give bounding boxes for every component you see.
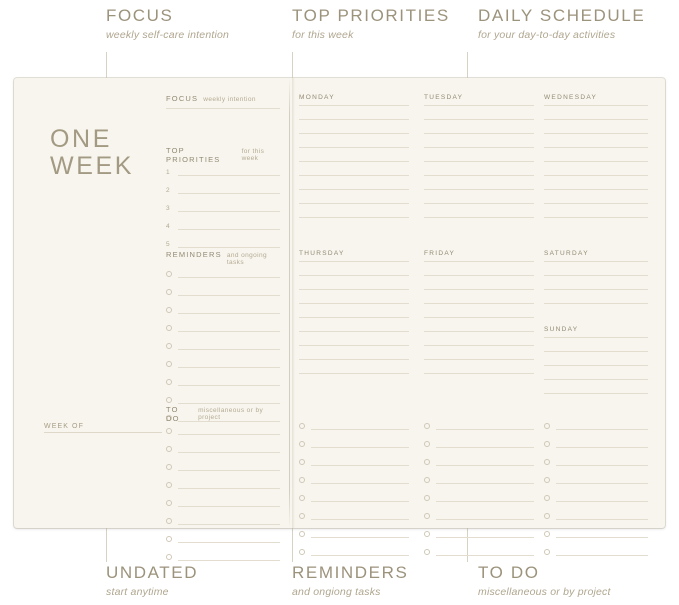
top-priority-number: 2	[166, 187, 170, 194]
callout-to-do-title: TO DO	[478, 563, 540, 582]
day-column-thursday	[299, 250, 409, 387]
day-writing-line[interactable]	[544, 261, 648, 262]
focus-heading	[166, 94, 280, 103]
day-writing-line[interactable]	[299, 359, 409, 360]
to-do-column-3	[544, 423, 648, 567]
top-priority-writing-line[interactable]	[178, 229, 280, 230]
day-writing-line[interactable]	[424, 217, 534, 218]
checkbox-circle-icon[interactable]	[544, 549, 550, 555]
day-writing-line[interactable]	[299, 119, 409, 120]
day-writing-line[interactable]	[544, 189, 648, 190]
to-do-row[interactable]	[166, 482, 280, 489]
callout-top-priorities-title: TOP PRIORITIES	[292, 6, 450, 25]
checkbox-circle-icon[interactable]	[424, 531, 430, 537]
top-priority-number: 1	[166, 169, 170, 176]
day-writing-line[interactable]	[544, 393, 648, 394]
callout-to-do-subtitle: miscellaneous or by project	[478, 586, 611, 598]
checkbox-circle-icon[interactable]	[544, 531, 550, 537]
to-do-row[interactable]	[166, 500, 280, 507]
to-do-row[interactable]	[166, 554, 280, 561]
reminder-row[interactable]	[166, 361, 280, 368]
page-title-line1: ONE	[50, 125, 112, 153]
reminder-row[interactable]	[166, 307, 280, 314]
callout-top-priorities	[292, 6, 450, 42]
day-writing-line[interactable]	[424, 289, 534, 290]
checkbox-circle-icon[interactable]	[166, 554, 172, 560]
day-label-saturday: SATURDAY	[544, 250, 589, 257]
day-writing-line[interactable]	[424, 373, 534, 374]
day-writing-line[interactable]	[299, 261, 409, 262]
writing-line[interactable]	[311, 465, 409, 466]
reminder-row[interactable]	[166, 397, 280, 404]
to-do-row[interactable]	[424, 477, 534, 484]
callout-daily-schedule	[478, 6, 645, 42]
writing-line[interactable]	[436, 429, 534, 430]
checkbox-circle-icon[interactable]	[299, 549, 305, 555]
writing-line[interactable]	[556, 501, 648, 502]
top-priority-writing-line[interactable]	[178, 247, 280, 248]
focus-writing-line[interactable]	[166, 108, 280, 109]
to-do-row[interactable]	[544, 477, 648, 484]
to-do-row[interactable]	[544, 531, 648, 538]
reminders-heading	[166, 250, 280, 266]
checkbox-circle-icon[interactable]	[544, 477, 550, 483]
day-writing-line[interactable]	[299, 105, 409, 106]
to-do-row[interactable]	[299, 423, 409, 430]
callout-reminders	[292, 563, 408, 599]
callout-reminders-title: REMINDERS	[292, 563, 409, 582]
day-writing-line[interactable]	[544, 175, 648, 176]
top-priority-writing-line[interactable]	[178, 211, 280, 212]
day-writing-line[interactable]	[299, 373, 409, 374]
day-writing-line[interactable]	[299, 203, 409, 204]
to-do-row[interactable]	[424, 495, 534, 502]
writing-line[interactable]	[436, 555, 534, 556]
to-do-row[interactable]	[299, 513, 409, 520]
writing-line[interactable]	[178, 277, 280, 278]
writing-line[interactable]	[556, 555, 648, 556]
day-writing-line[interactable]	[544, 303, 648, 304]
checkbox-circle-icon[interactable]	[544, 513, 550, 519]
day-writing-line[interactable]	[544, 351, 648, 352]
week-of-label: WEEK OF	[44, 423, 84, 430]
page-title-line2: WEEK	[50, 152, 135, 180]
writing-line[interactable]	[556, 429, 648, 430]
checkbox-circle-icon[interactable]	[299, 423, 305, 429]
writing-line[interactable]	[311, 483, 409, 484]
writing-line[interactable]	[311, 519, 409, 520]
to-do-row[interactable]	[424, 513, 534, 520]
to-do-row[interactable]	[424, 441, 534, 448]
page-title	[50, 126, 134, 180]
to-do-row[interactable]	[544, 423, 648, 430]
week-of-writing-line	[44, 432, 162, 433]
day-writing-line[interactable]	[424, 189, 534, 190]
writing-line[interactable]	[311, 501, 409, 502]
to-do-row[interactable]	[166, 428, 280, 435]
top-priority-number: 3	[166, 205, 170, 212]
checkbox-circle-icon[interactable]	[424, 477, 430, 483]
to-do-heading-label: TO DO	[166, 405, 180, 423]
writing-line[interactable]	[178, 452, 280, 453]
day-column-saturday	[544, 250, 648, 317]
to-do-row[interactable]	[166, 464, 280, 471]
top-priority-writing-line[interactable]	[178, 175, 280, 176]
day-writing-line[interactable]	[424, 161, 534, 162]
day-writing-line[interactable]	[299, 189, 409, 190]
day-writing-line[interactable]	[299, 275, 409, 276]
day-label-wednesday: WEDNESDAY	[544, 94, 598, 101]
to-do-row[interactable]	[299, 531, 409, 538]
to-do-heading	[166, 405, 280, 423]
writing-line[interactable]	[556, 519, 648, 520]
day-label-tuesday: TUESDAY	[424, 94, 464, 101]
top-priorities-heading	[166, 146, 280, 164]
reminders-heading-label: REMINDERS	[166, 250, 222, 259]
checkbox-circle-icon[interactable]	[299, 477, 305, 483]
checkbox-circle-icon[interactable]	[166, 518, 172, 524]
callout-undated-subtitle: start anytime	[106, 586, 169, 598]
checkbox-circle-icon[interactable]	[544, 459, 550, 465]
planner-page	[14, 78, 665, 528]
reminder-row[interactable]	[166, 325, 280, 332]
day-writing-line[interactable]	[299, 133, 409, 134]
day-writing-line[interactable]	[299, 331, 409, 332]
day-writing-line[interactable]	[424, 345, 534, 346]
day-writing-line[interactable]	[544, 161, 648, 162]
to-do-row[interactable]	[299, 441, 409, 448]
writing-line[interactable]	[436, 483, 534, 484]
checkbox-circle-icon[interactable]	[299, 513, 305, 519]
day-writing-line[interactable]	[299, 147, 409, 148]
writing-line[interactable]	[556, 537, 648, 538]
to-do-row[interactable]	[424, 423, 534, 430]
checkbox-circle-icon[interactable]	[299, 531, 305, 537]
checkbox-circle-icon[interactable]	[166, 500, 172, 506]
checkbox-circle-icon[interactable]	[424, 513, 430, 519]
to-do-row[interactable]	[299, 495, 409, 502]
day-writing-line[interactable]	[299, 345, 409, 346]
checkbox-circle-icon[interactable]	[299, 495, 305, 501]
checkbox-circle-icon[interactable]	[166, 379, 172, 385]
writing-line[interactable]	[178, 434, 280, 435]
checkbox-circle-icon[interactable]	[544, 441, 550, 447]
day-writing-line[interactable]	[424, 303, 534, 304]
checkbox-circle-icon[interactable]	[166, 446, 172, 452]
callout-focus-subtitle: weekly self-care intention	[106, 29, 230, 41]
to-do-row[interactable]	[166, 446, 280, 453]
checkbox-circle-icon[interactable]	[166, 307, 172, 313]
checkbox-circle-icon[interactable]	[166, 428, 172, 434]
reminder-row[interactable]	[166, 289, 280, 296]
checkbox-circle-icon[interactable]	[166, 343, 172, 349]
to-do-section	[166, 405, 280, 572]
callout-reminders-subtitle: and ongiong tasks	[292, 586, 381, 598]
writing-line[interactable]	[178, 367, 280, 368]
day-writing-line[interactable]	[299, 161, 409, 162]
writing-line[interactable]	[178, 488, 280, 489]
day-writing-line[interactable]	[544, 105, 648, 106]
page-spine-shadow	[292, 78, 295, 528]
to-do-row[interactable]	[544, 549, 648, 556]
writing-line[interactable]	[556, 447, 648, 448]
to-do-row[interactable]	[424, 459, 534, 466]
to-do-row[interactable]	[299, 549, 409, 556]
to-do-row[interactable]	[299, 477, 409, 484]
to-do-row[interactable]	[544, 495, 648, 502]
writing-line[interactable]	[556, 465, 648, 466]
week-of-field[interactable]	[44, 423, 164, 433]
top-priority-row[interactable]	[166, 205, 280, 212]
checkbox-circle-icon[interactable]	[424, 495, 430, 501]
checkbox-circle-icon[interactable]	[424, 549, 430, 555]
day-column-tuesday	[424, 94, 534, 231]
day-writing-line[interactable]	[299, 317, 409, 318]
checkbox-circle-icon[interactable]	[424, 459, 430, 465]
day-column-friday	[424, 250, 534, 387]
writing-line[interactable]	[178, 560, 280, 561]
focus-heading-label: FOCUS	[166, 94, 199, 103]
day-writing-line[interactable]	[544, 147, 648, 148]
top-priority-number: 4	[166, 223, 170, 230]
writing-line[interactable]	[178, 295, 280, 296]
writing-line[interactable]	[311, 429, 409, 430]
day-writing-line[interactable]	[424, 261, 534, 262]
top-priorities-heading-sub: for this week	[241, 148, 265, 162]
to-do-row[interactable]	[166, 518, 280, 525]
writing-line[interactable]	[178, 470, 280, 471]
writing-line[interactable]	[178, 506, 280, 507]
day-writing-line[interactable]	[424, 133, 534, 134]
reminders-heading-sub: and ongoing tasks	[226, 252, 267, 266]
day-writing-line[interactable]	[299, 217, 409, 218]
page-spine	[289, 78, 290, 528]
writing-line[interactable]	[178, 524, 280, 525]
writing-line[interactable]	[436, 447, 534, 448]
to-do-row[interactable]	[424, 549, 534, 556]
writing-line[interactable]	[436, 537, 534, 538]
callout-daily-schedule-subtitle: for your day-to-day activities	[478, 29, 616, 41]
to-do-column-2	[424, 423, 534, 567]
day-label-monday: MONDAY	[299, 94, 335, 101]
checkbox-circle-icon[interactable]	[299, 459, 305, 465]
checkbox-circle-icon[interactable]	[424, 441, 430, 447]
callout-focus	[106, 6, 229, 42]
top-priority-row[interactable]	[166, 223, 280, 230]
to-do-row[interactable]	[544, 459, 648, 466]
callout-daily-schedule-title: DAILY SCHEDULE	[478, 6, 646, 25]
writing-line[interactable]	[311, 447, 409, 448]
writing-line[interactable]	[311, 555, 409, 556]
day-column-monday	[299, 94, 409, 231]
writing-line[interactable]	[556, 483, 648, 484]
checkbox-circle-icon[interactable]	[166, 464, 172, 470]
writing-line[interactable]	[178, 313, 280, 314]
checkbox-circle-icon[interactable]	[166, 361, 172, 367]
day-writing-line[interactable]	[544, 119, 648, 120]
day-writing-line[interactable]	[544, 365, 648, 366]
top-priority-row[interactable]	[166, 187, 280, 194]
to-do-heading-sub: miscellaneous or by project	[198, 407, 264, 421]
day-label-sunday: SUNDAY	[544, 326, 579, 333]
day-writing-line[interactable]	[424, 147, 534, 148]
callout-top-priorities-subtitle: for this week	[292, 29, 354, 41]
day-label-friday: FRIDAY	[424, 250, 456, 257]
day-writing-line[interactable]	[544, 379, 648, 380]
to-do-row[interactable]	[544, 441, 648, 448]
checkbox-circle-icon[interactable]	[166, 325, 172, 331]
day-writing-line[interactable]	[424, 359, 534, 360]
reminder-row[interactable]	[166, 379, 280, 386]
day-writing-line[interactable]	[544, 133, 648, 134]
checkbox-circle-icon[interactable]	[424, 423, 430, 429]
checkbox-circle-icon[interactable]	[166, 397, 172, 403]
writing-line[interactable]	[436, 501, 534, 502]
callout-to-do	[478, 563, 611, 599]
day-writing-line[interactable]	[544, 337, 648, 338]
day-writing-line[interactable]	[544, 217, 648, 218]
to-do-column-1	[299, 423, 409, 567]
top-priorities-heading-label: TOP PRIORITIES	[166, 146, 221, 164]
day-writing-line[interactable]	[544, 203, 648, 204]
writing-line[interactable]	[178, 542, 280, 543]
writing-line[interactable]	[178, 349, 280, 350]
writing-line[interactable]	[178, 403, 280, 404]
day-writing-line[interactable]	[544, 275, 648, 276]
checkbox-circle-icon[interactable]	[166, 482, 172, 488]
to-do-row[interactable]	[299, 459, 409, 466]
day-writing-line[interactable]	[299, 303, 409, 304]
day-writing-line[interactable]	[424, 105, 534, 106]
day-writing-line[interactable]	[424, 331, 534, 332]
to-do-row[interactable]	[166, 536, 280, 543]
reminder-row[interactable]	[166, 271, 280, 278]
callout-undated-title: UNDATED	[106, 563, 199, 582]
to-do-row[interactable]	[544, 513, 648, 520]
focus-heading-sub: weekly intention	[203, 96, 256, 103]
day-writing-line[interactable]	[424, 203, 534, 204]
day-writing-line[interactable]	[299, 175, 409, 176]
top-priority-writing-line[interactable]	[178, 193, 280, 194]
reminder-row[interactable]	[166, 343, 280, 350]
top-priority-row[interactable]	[166, 241, 280, 248]
writing-line[interactable]	[436, 465, 534, 466]
day-column-sunday	[544, 326, 648, 407]
writing-line[interactable]	[178, 331, 280, 332]
day-writing-line[interactable]	[424, 119, 534, 120]
checkbox-circle-icon[interactable]	[299, 441, 305, 447]
day-column-wednesday	[544, 94, 648, 231]
top-priority-number: 5	[166, 241, 170, 248]
callout-focus-title: FOCUS	[106, 6, 174, 25]
day-writing-line[interactable]	[424, 317, 534, 318]
checkbox-circle-icon[interactable]	[544, 495, 550, 501]
writing-line[interactable]	[178, 385, 280, 386]
top-priorities-section	[166, 146, 280, 259]
day-writing-line[interactable]	[424, 175, 534, 176]
writing-line[interactable]	[311, 537, 409, 538]
checkbox-circle-icon[interactable]	[166, 289, 172, 295]
focus-section	[166, 94, 280, 122]
checkbox-circle-icon[interactable]	[544, 423, 550, 429]
day-writing-line[interactable]	[424, 275, 534, 276]
writing-line[interactable]	[436, 519, 534, 520]
day-writing-line[interactable]	[299, 289, 409, 290]
top-priority-row[interactable]	[166, 169, 280, 176]
checkbox-circle-icon[interactable]	[166, 271, 172, 277]
day-label-thursday: THURSDAY	[299, 250, 345, 257]
to-do-row[interactable]	[424, 531, 534, 538]
checkbox-circle-icon[interactable]	[166, 536, 172, 542]
day-writing-line[interactable]	[544, 289, 648, 290]
